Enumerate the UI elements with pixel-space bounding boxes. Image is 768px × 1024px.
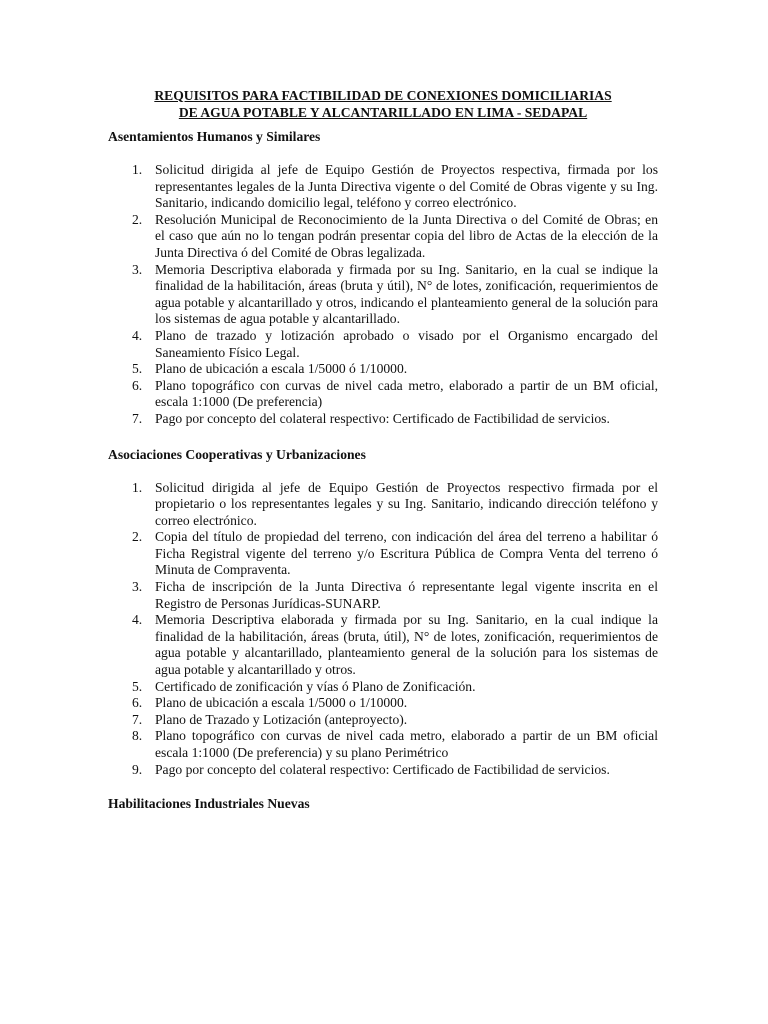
list-item	[108, 612, 658, 678]
list-item	[108, 212, 658, 262]
list-item	[108, 529, 658, 579]
section-heading-asentamientos: Asentamientos Humanos y Similares	[108, 129, 321, 144]
list-item	[108, 378, 658, 411]
list-item-text: Memoria Descriptiva elaborada y firmada por su Ing. Sanitario, en la cual indique la finalidad de la habilitación, áreas (bruta, útil), N° de lotes, zonificación, requerimientos de agua potable y alcantarillado, planteamiento general de la solución para los sistemas de agua potable y alcantarillado y otros.	[155, 612, 658, 678]
list-item	[108, 679, 658, 696]
list-item-number: 9.	[132, 761, 143, 777]
list-item-number: 4.	[132, 612, 143, 628]
list-item-text: Plano de Trazado y Lotización (anteproyecto).	[155, 711, 408, 727]
list-item	[108, 695, 658, 712]
list-item	[108, 728, 658, 761]
list-item-number: 8.	[132, 728, 143, 744]
list-item-text: Plano de ubicación a escala 1/5000 o 1/10000.	[155, 695, 408, 711]
section-heading-asociaciones: Asociaciones Cooperativas y Urbanizaciones	[108, 446, 366, 462]
list-item	[108, 480, 658, 530]
list-item-text: Plano topográfico con curvas de nivel cada metro, elaborado a partir de un BM oficial, escala 1:1000 (De preferencia)	[155, 377, 658, 410]
list-item	[108, 579, 658, 612]
list-item-text: Certificado de zonificación y vías ó Plano de Zonificación.	[155, 678, 476, 694]
list-item-number: 3.	[132, 261, 143, 277]
list-item-number: 1.	[132, 162, 143, 177]
list-item-number: 7.	[132, 711, 143, 727]
list-item-number: 2.	[132, 211, 143, 227]
list-item	[108, 328, 658, 361]
requirements-list-asentamientos	[108, 162, 658, 428]
list-item-text: Plano de ubicación a escala 1/5000 ó 1/10000.	[155, 361, 408, 377]
document-title-line-1: REQUISITOS PARA FACTIBILIDAD DE CONEXIONES DOMICILIARIAS	[154, 88, 612, 103]
section-heading-habilitaciones-industriales: Habilitaciones Industriales Nuevas	[108, 796, 310, 812]
list-item-text: Copia del título de propiedad del terreno, con indicación del área del terreno a habilitar ó Ficha Registral vigente del terreno y/o Escritura Pública de Compra Venta del terreno ó Minuta de Compraventa.	[155, 529, 658, 578]
list-item-number: 3.	[132, 579, 143, 595]
list-item-text: Ficha de inscripción de la Junta Directiva ó representante legal vigente inscrita en el Registro de Personas Jurídicas-SUNARP.	[155, 579, 658, 611]
list-item-text: Plano de trazado y lotización aprobado o visado por el Organismo encargado del Saneamiento Físico Legal.	[155, 327, 658, 360]
requirements-list-asociaciones	[108, 480, 658, 779]
list-item-number: 6.	[132, 377, 143, 393]
list-item	[108, 411, 658, 428]
list-item-text: Resolución Municipal de Reconocimiento de la Junta Directiva o del Comité de Obras; en el caso que aún no lo tengan podrán presentar copia del libro de Actas de la elección de la Junta Directiva ó del Comité de Obras legalizada.	[155, 211, 658, 260]
list-item-number: 2.	[132, 529, 143, 545]
list-item-number: 1.	[132, 479, 143, 495]
list-item-number: 4.	[132, 327, 143, 343]
list-item-number: 5.	[132, 678, 143, 694]
list-item-number: 5.	[132, 361, 143, 377]
list-item-number: 6.	[132, 695, 143, 711]
list-item-text: Pago por concepto del colateral respectivo: Certificado de Factibilidad de servicios.	[155, 761, 610, 777]
list-item-text: Memoria Descriptiva elaborada y firmada por su Ing. Sanitario, en la cual se indique la finalidad de la habilitación, áreas (bruta y útil), N° de lotes, zonificación, requerimientos de agua potable y alcantarillado y otros, indicando el planteamiento general de la solución para los sistemas de agua potable y alcantarillado.	[155, 261, 658, 327]
list-item	[108, 712, 658, 729]
document-title-line-2: DE AGUA POTABLE Y ALCANTARILLADO EN LIMA - SEDAPAL	[178, 105, 588, 120]
list-item-text: Solicitud dirigida al jefe de Equipo Gestión de Proyectos respectiva, firmada por los representantes legales de la Junta Directiva vigente o del Comité de Obras vigente y su Ing. Sanitario, indicando domicilio legal, teléfono y correo electrónico.	[155, 162, 658, 211]
list-item	[108, 162, 658, 212]
document-page	[108, 87, 658, 812]
list-item-number: 7.	[132, 410, 143, 426]
list-item	[108, 762, 658, 779]
list-item-text: Solicitud dirigida al jefe de Equipo Gestión de Proyectos respectivo firmada por el propietario o los representantes legales y su Ing. Sanitario, indicando dirección teléfono y correo electrónico.	[155, 479, 658, 528]
list-item-text: Pago por concepto del colateral respectivo: Certificado de Factibilidad de servicios.	[155, 410, 610, 426]
list-item	[108, 262, 658, 328]
list-item	[108, 361, 658, 378]
list-item-text: Plano topográfico con curvas de nivel cada metro, elaborado a partir de un BM oficial escala 1:1000 (De preferencia) y su plano Perimétrico	[155, 728, 658, 760]
